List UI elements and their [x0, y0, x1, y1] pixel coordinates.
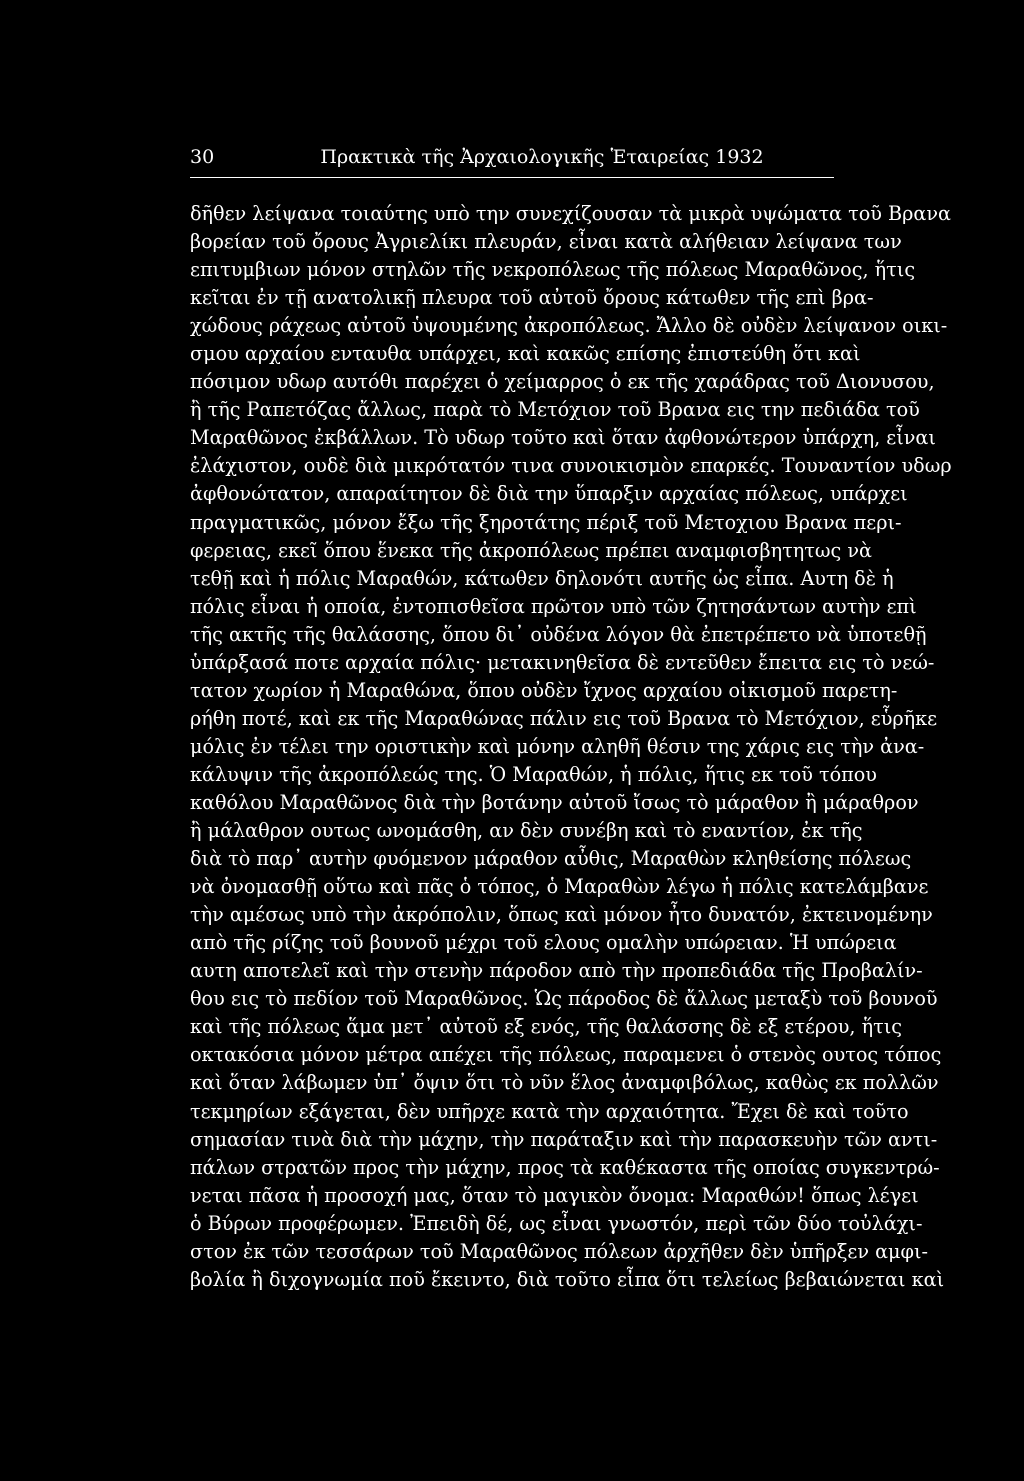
text-line: διὰ τὸ παρ᾽ αυτὴν φυόμενον μάραθον αὖθις, Μαραθὼν κληθείσης πόλεως	[190, 847, 912, 871]
text-line: ὁ Βύρων προφέρωμεν. Ἐπειδὴ δέ, ως εἶναι γνωστόν, περὶ τῶν δύο τοὐλάχι-	[190, 1211, 923, 1235]
running-title: Πρακτικὰ τῆς Ἀρχαιολογικῆς Ἑταιρείας 1932	[320, 146, 764, 168]
text-line: σμου αρχαίου ενταυθα υπάρχει, καὶ κακῶς επίσης ἐπιστεύθη ὅτι καὶ	[190, 342, 861, 366]
text-line: ὑπάρξασά ποτε αρχαία πόλις· μετακινηθεῖσα δὲ εντεῦθεν ἔπειτα εις τὸ νεώ-	[190, 650, 935, 674]
text-line: Μαραθῶνος ἐκβάλλων. Τὸ υδωρ τοῦτο καὶ ὅταν ἀφθονώτερον ὑπάρχη, εἶναι	[190, 426, 936, 450]
text-line: πάλων στρατῶν προς τὴν μάχην, προς τὰ καθέκαστα τῆς οποίας συγκεντρώ-	[190, 1155, 940, 1179]
text-line: νὰ ὀνομασθῇ οὕτω καὶ πᾶς ὁ τόπος, ὁ Μαραθὼν λέγω ἡ πόλις κατελάμβανε	[190, 875, 929, 899]
text-line: μόλις ἐν τέλει την οριστικὴν καὶ μόνην αληθῆ θέσιν της χάρις εις τὴν ἀνα-	[190, 734, 925, 758]
text-line: ἢ τῆς Ραπετόζας ἄλλως, παρὰ τὸ Μετόχιον τοῦ Βρανα εις την πεδιάδα τοῦ	[190, 398, 920, 422]
text-line: τατον χωρίον ἡ Μαραθώνα, ὅπου οὐδὲν ἴχνος αρχαίου οἰκισμοῦ παρετη-	[190, 678, 898, 702]
page-number: 30	[190, 146, 215, 168]
text-line: βορείαν τοῦ ὄρους Ἀγριελίκι πλευράν, εἶναι κατὰ αλήθειαν λείψανα των	[190, 230, 902, 254]
text-line: επιτυμβιων μόνον στηλῶν τῆς νεκροπόλεως τῆς πόλεως Μαραθῶνος, ἥτις	[190, 258, 916, 282]
text-line: τεκμηρίων εξάγεται, δὲν υπῆρχε κατὰ τὴν αρχαιότητα. Ἔχει δὲ καὶ τοῦτο	[190, 1099, 909, 1123]
text-line: καὶ τῆς πόλεως ἅμα μετ᾽ αὐτοῦ εξ ενός, τῆς θαλάσσης δὲ εξ ετέρου, ἥτις	[190, 1015, 902, 1039]
text-line: τεθῇ καὶ ἡ πόλις Μαραθών, κάτωθεν δηλονότι αυτῆς ὡς εἶπα. Αυτη δὲ ἡ	[190, 566, 894, 590]
text-line: πόσιμον υδωρ αυτόθι παρέχει ὁ χείμαρρος ὁ εκ τῆς χαράδρας τοῦ Διονυσου,	[190, 370, 935, 394]
text-line: αυτη αποτελεῖ καὶ τὴν στενὴν πάροδον απὸ τὴν προπεδιάδα τῆς Προβαλίν-	[190, 959, 923, 983]
text-line: τῆς ακτῆς τῆς θαλάσσης, ὅπου δι᾽ οὐδένα λόγον θὰ ἐπετρέπετο νὰ ὑποτεθῇ	[190, 622, 927, 646]
text-line: οκτακόσια μόνον μέτρα απέχει τῆς πόλεως, παραμενει ὁ στενὸς ουτος τόπος	[190, 1043, 942, 1067]
page-header	[190, 146, 834, 176]
text-line: βολία ἢ διχογνωμία ποῦ ἔκειντο, διὰ τοῦτο εἶπα ὅτι τελείως βεβαιώνεται καὶ	[190, 1267, 945, 1291]
text-line: ρήθη ποτέ, καὶ εκ τῆς Μαραθώνας πάλιν εις τοῦ Βρανα τὸ Μετόχιον, εὗρῆκε	[190, 706, 938, 730]
text-line: τὴν αμέσως υπὸ τὴν ἀκρόπολιν, ὅπως καὶ μόνον ἦτο δυνατόν, ἐκτεινομένην	[190, 903, 933, 927]
text-line: πόλις εἶναι ἡ οποία, ἐντοπισθεῖσα πρῶτον υπὸ τῶν ζητησάντων αυτὴν επὶ	[190, 594, 917, 618]
text-line: στον ἐκ τῶν τεσσάρων τοῦ Μαραθῶνος πόλεων ἀρχῆθεν δὲν ὑπῆρξεν αμφι-	[190, 1239, 928, 1263]
text-line: καὶ ὅταν λάβωμεν ὑπ᾽ ὄψιν ὅτι τὸ νῦν ἕλος ἀναμφιβόλως, καθὼς εκ πολλῶν	[190, 1071, 939, 1095]
text-line: θου εις τὸ πεδίον τοῦ Μαραθῶνος. Ὡς πάροδος δὲ ἄλλως μεταξὺ τοῦ βουνοῦ	[190, 987, 938, 1011]
header-rule	[190, 177, 834, 178]
text-line: φερειας, εκεῖ ὅπου ἕνεκα τῆς ἀκροπόλεως πρέπει αναμφισβητητως νὰ	[190, 538, 872, 562]
text-line: νεται πᾶσα ἡ προσοχή μας, ὅταν τὸ μαγικὸν ὄνομα: Μαραθών! ὅπως λέγει	[190, 1183, 919, 1207]
text-line: χώδους ράχεως αὐτοῦ ὑψουμένης ἀκροπόλεως. Ἄλλο δὲ οὐδὲν λείψανον οικι-	[190, 314, 948, 338]
text-line: κεῖται ἐν τῇ ανατολικῇ πλευρα τοῦ αὐτοῦ ὄρους κάτωθεν τῆς επὶ βρα-	[190, 286, 874, 310]
text-line: πραγματικῶς, μόνον ἔξω τῆς ξηροτάτης πέριξ τοῦ Μετοχιου Βρανα περι-	[190, 510, 902, 534]
text-line: ἐλάχιστον, ουδὲ διὰ μικρότατόν τινα συνοικισμὸν επαρκές. Τουναντίον υδωρ	[190, 454, 952, 478]
body-text	[190, 200, 952, 1294]
text-line: σημασίαν τινὰ διὰ τὴν μάχην, τὴν παράταξιν καὶ τὴν παρασκευὴν τῶν αντι-	[190, 1127, 938, 1151]
text-line: ἢ μάλαθρον ουτως ωνομάσθη, αν δὲν συνέβη καὶ τὸ εναντίον, ἐκ τῆς	[190, 819, 863, 843]
text-line: δῆθεν λείψανα τοιαύτης υπὸ την συνεχίζουσαν τὰ μικρὰ υψώματα τοῦ Βρανα	[190, 202, 952, 225]
text-line: καθόλου Μαραθῶνος διὰ τὴν βοτάνην αὐτοῦ ἴσως τὸ μάραθον ἢ μάραθρον	[190, 790, 919, 814]
text-line: ἀφθονώτατον, απαραίτητον δὲ διὰ την ὕπαρξιν αρχαίας πόλεως, υπάρχει	[190, 482, 908, 506]
text-line: απὸ τῆς ρίζης τοῦ βουνοῦ μέχρι τοῦ ελους ομαλὴν υπώρειαν. Ἡ υπώρεια	[190, 931, 897, 955]
text-line: κάλυψιν τῆς ἀκροπόλεώς της. Ὁ Μαραθών, ἡ πόλις, ἥτις εκ τοῦ τόπου	[190, 762, 877, 786]
